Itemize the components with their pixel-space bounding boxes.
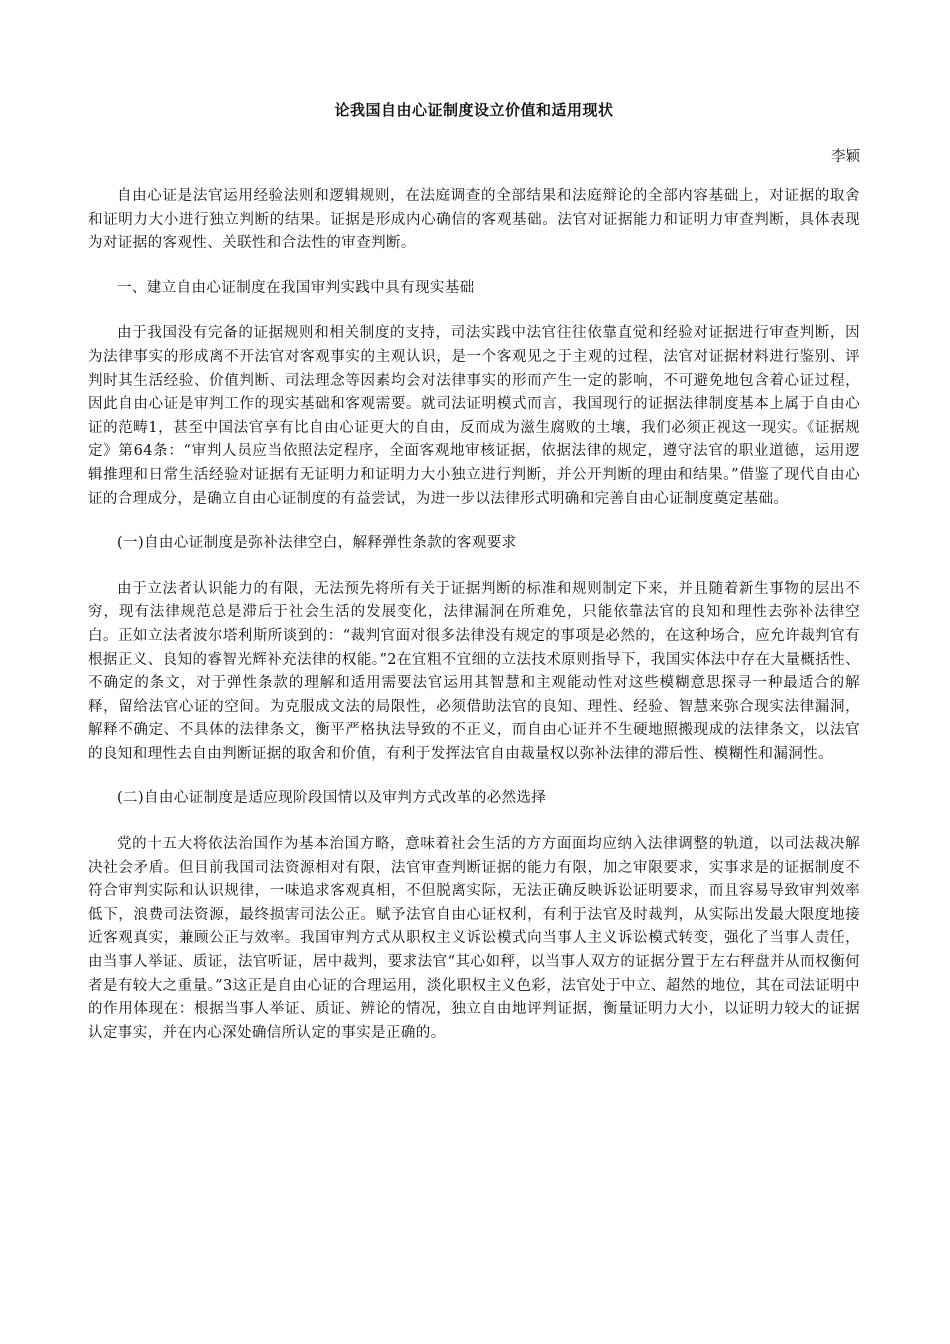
document-page — [88, 100, 860, 1066]
document-title: 论我国自由心证制度设立价值和适用现状 — [334, 101, 614, 119]
intro-paragraph: 自由心证是法官运用经验法则和逻辑规则，在法庭调查的全部结果和法庭辩论的全部内容基础上，对证据的取舍和证明力大小进行独立判断的结果。证据是形成内心确信的客观基础。法官对证据能力和证明力审查判断，具体表现为对证据的客观性、关联性和合法性的审查判断。 — [88, 188, 860, 252]
subsection-2-heading: (二)自由心证制度是适应现阶段国情以及审判方式改革的必然选择 — [117, 790, 547, 807]
section-1-heading: 一、建立自由心证制度在我国审判实践中具有现实基础 — [117, 279, 475, 296]
subsection-1-paragraph: 由于立法者认识能力的有限，无法预先将所有关于证据判断的标准和规则制定下来，并且随着新生事物的层出不穷，现有法律规范总是滞后于社会生活的发展变化，法律漏洞在所难免，只能依靠法官的良知和理性去弥补法律空白。正如立法者波尔塔利斯所谈到的：“裁判官面对很多法律没有规定的事项是必然的，在这种场合，应允许裁判官有根据正义、良知的睿智光辉补充法律的权能。”2在宜粗不宜细的立法技术原则指导下，我国实体法中存在大量概括性、不确定的条文，对于弹性条款的理解和适用需要法官运用其智慧和主观能动性对这些模糊意思探寻一种最适合的解释，留给法官心证的空间。为克服成文法的局限性，必须借助法官的良知、理性、经验、智慧来弥合现实法律漏洞，解释不确定、不具体的法律条文，衡平严格执法导致的不正义，而自由心证并不生硬地照搬现成的法律条文，以法官的良知和理性去自由判断证据的取舍和价值，有利于发挥法官自由裁量权以弥补法律的滞后性、模糊性和漏洞性。 — [88, 580, 860, 762]
subsection-1-heading: (一)自由心证制度是弥补法律空白，解释弹性条款的客观要求 — [117, 535, 517, 552]
section-1-paragraph: 由于我国没有完备的证据规则和相关制度的支持，司法实践中法官往往依靠直觉和经验对证据进行审查判断，因为法律事实的形成离不开法官对客观事实的主观认识，是一个客观见之于主观的过程，法官对证据材料进行鉴别、评判时其生活经验、价值判断、司法理念等因素均会对法律事实的形而产生一定的影响，不可避免地包含着心证过程，因此自由心证是审判工作的现实基础和客观需要。就司法证明模式而言，我国现行的证据法律制度基本上属于自由心证的范畴1，甚至中国法官享有比自由心证更大的自由，反而成为滋生腐败的土壤，我们必须正视这一现实。《证据规定》第64条：“审判人员应当依照法定程序，全面客观地审核证据，依据法律的规定，遵守法官的职业道德，运用逻辑推理和日常生活经验对证据有无证明力和证明力大小独立进行判断，并公开判断的理由和结果。”借鉴了现代自由心证的合理成分，是确立自由心证制度的有益尝试，为进一步以法律形式明确和完善自由心证制度奠定基础。 — [88, 325, 860, 507]
author-name: 李颖 — [831, 149, 860, 165]
subsection-2-paragraph: 党的十五大将依法治国作为基本治国方略，意味着社会生活的方方面面均应纳入法律调整的轨道，以司法裁决解决社会矛盾。但目前我国司法资源相对有限，法官审查判断证据的能力有限，加之审限要求，实事求是的证据制度不符合审判实际和认识规律，一味追求客观真相，不但脱离实际，无法正确反映诉讼证明要求，而且容易导致审判效率低下，浪费司法资源，最终损害司法公正。赋予法官自由心证权利，有利于法官及时裁判，从实际出发最大限度地接近客观真实，兼顾公正与效率。我国审判方式从职权主义诉讼模式向当事人主义诉讼模式转变，强化了当事人责任，由当事人举证、质证，法官听证，居中裁判，要求法官“其心如秤，以当事人双方的证据分置于左右秤盘并从而权衡何者是有较大之重量。”3这正是自由心证的合理运用，淡化职权主义色彩，法官处于中立、超然的地位，其在司法证明中的作用体现在：根据当事人举证、质证、辨论的情况，独立自由地评判证据，衡量证明力大小，以证明力较大的证据认定事实，并在内心深处确信所认定的事实是正确的。 — [88, 836, 860, 1041]
